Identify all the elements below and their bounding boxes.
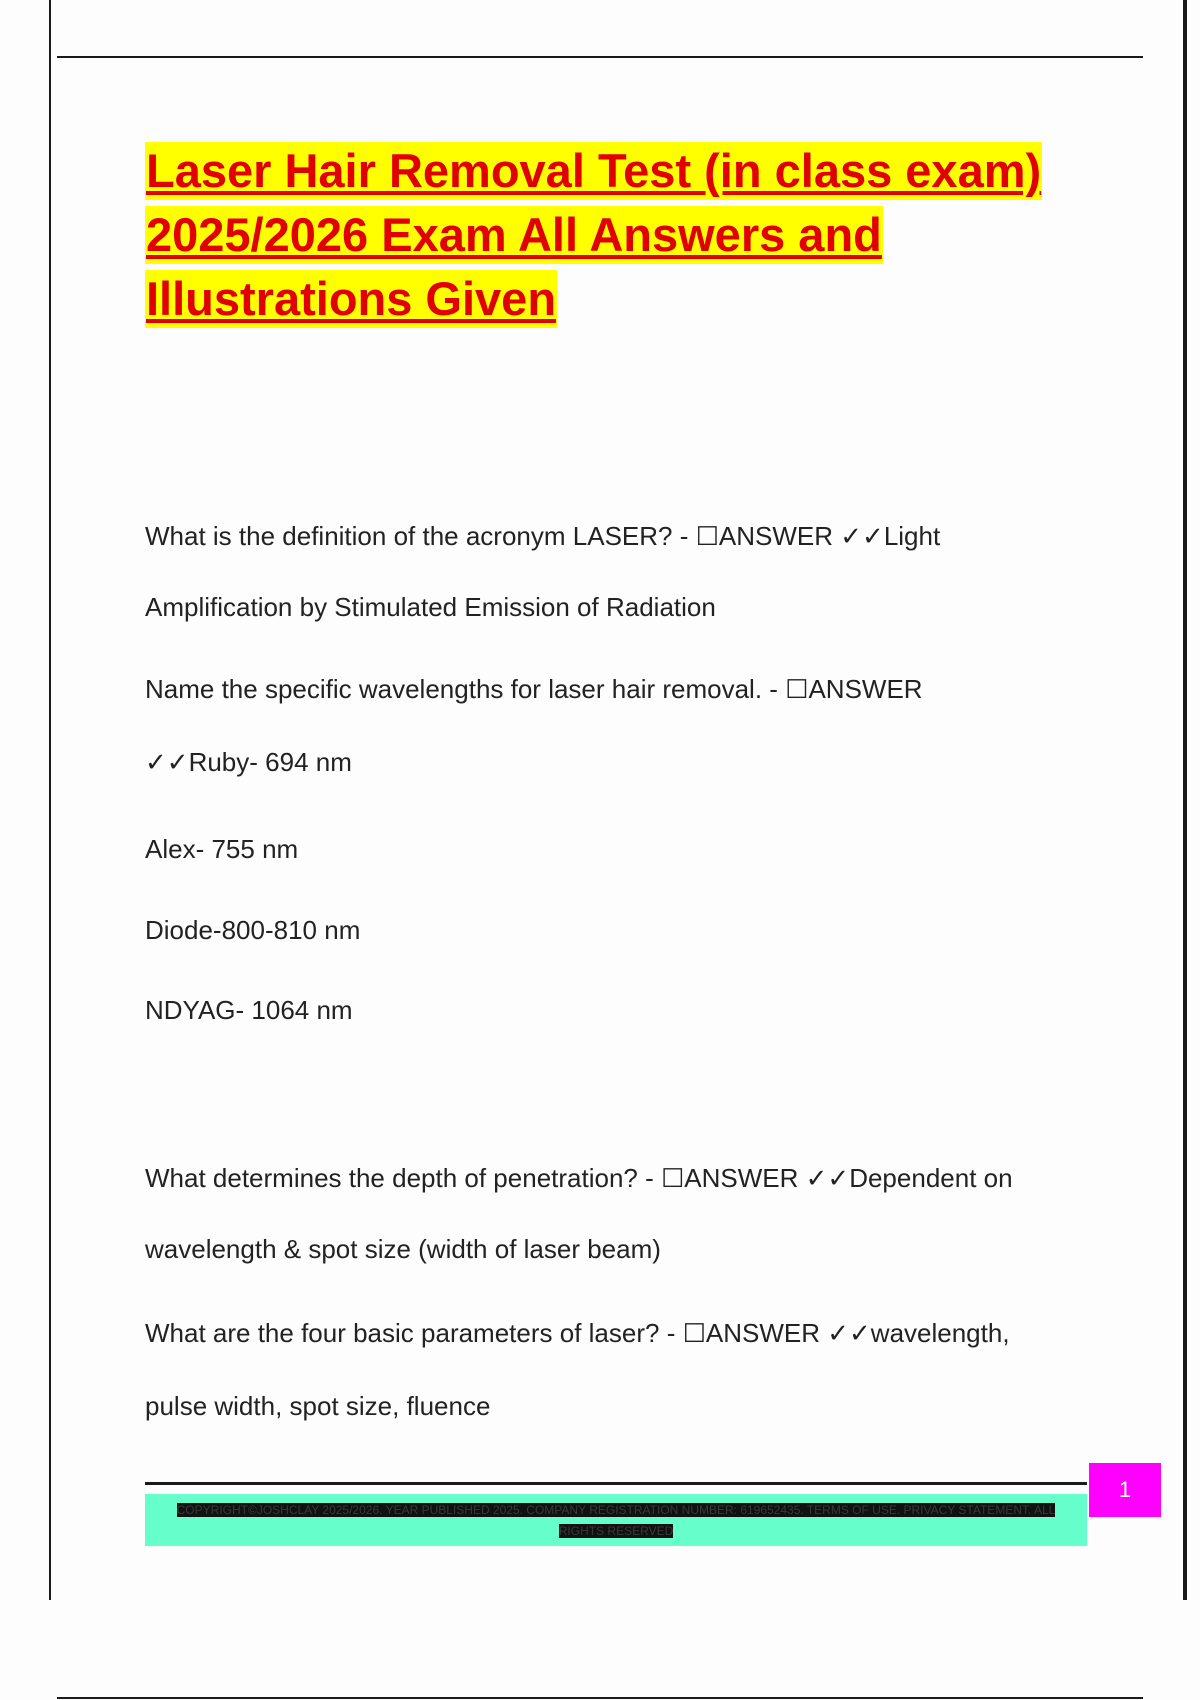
question-1-text: What is the definition of the acronym LASER? - ☐ANSWER ✓✓Light	[145, 521, 941, 551]
page-right-border	[1183, 0, 1187, 1600]
answer-2-diode: Diode-800-810 nm	[145, 915, 361, 945]
answer-2-ndyag: NDYAG- 1064 nm	[145, 995, 353, 1025]
question-4-text: What are the four basic parameters of laser? - ☐ANSWER ✓✓wavelength,	[145, 1318, 1010, 1348]
question-2-text: Name the specific wavelengths for laser hair removal. - ☐ANSWER	[145, 674, 923, 704]
document-title	[145, 142, 1105, 334]
footer-rule	[145, 1482, 1087, 1485]
footer-copyright-band	[145, 1494, 1087, 1546]
page-number-badge: 1	[1089, 1463, 1161, 1517]
question-3-text: What determines the depth of penetration? - ☐ANSWER ✓✓Dependent on	[145, 1163, 1013, 1193]
page-left-border	[49, 0, 51, 1600]
answer-2-ruby: ✓✓Ruby- 694 nm	[145, 747, 352, 777]
title-line-1: Laser Hair Removal Test (in class exam)	[145, 142, 1042, 200]
answer-3-text: wavelength & spot size (width of laser beam)	[145, 1234, 661, 1264]
answer-4-text: pulse width, spot size, fluence	[145, 1391, 491, 1421]
header-rule	[57, 56, 1143, 58]
copyright-notice: COPYRIGHT©JOSHCLAY 2025/2026. YEAR PUBLISHED 2025. COMPANY REGISTRATION NUMBER: 619652435. TERMS OF USE. PRIVACY STATEMENT. ALL RIGHTS RESERVED	[176, 1503, 1056, 1538]
title-line-3: Illustrations Given	[145, 270, 557, 328]
page-bottom-rule	[57, 1697, 1143, 1699]
answer-2-alex: Alex- 755 nm	[145, 834, 299, 864]
title-line-2: 2025/2026 Exam All Answers and	[145, 206, 883, 264]
answer-1-text: Amplification by Stimulated Emission of Radiation	[145, 592, 716, 622]
